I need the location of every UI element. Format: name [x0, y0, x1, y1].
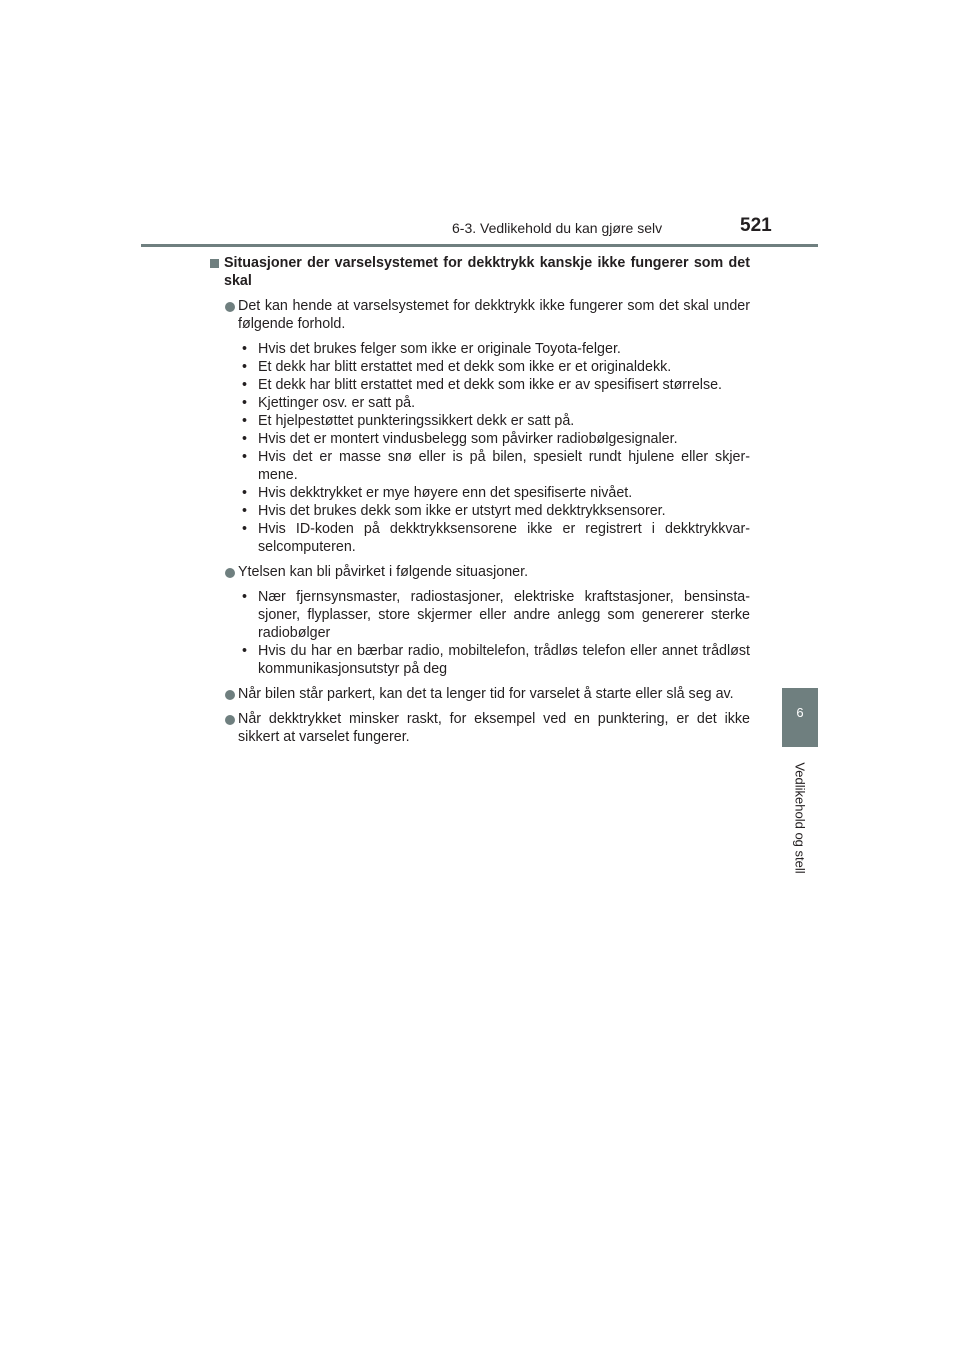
sub-list-item-text: Hvis det brukes felger som ikke er originale Toyota-felger.: [258, 341, 621, 357]
list-item: [210, 685, 750, 703]
sub-list: [210, 340, 750, 556]
chapter-tab: [782, 688, 818, 747]
round-bullet-icon: [225, 715, 235, 725]
sub-list-item-text: Nær fjernsynsmaster, radiostasjoner, elektriske kraftstasjoner, bensinsta-sjoner, flyplasser, store skjermer eller andre anlegg som genererer sterke radiobølger: [258, 589, 750, 641]
sub-list-item-text: Et dekk har blitt erstattet med et dekk som ikke er et originaldekk.: [258, 359, 672, 375]
chapter-label: Vedlikehold og stell: [792, 762, 808, 874]
sub-list-item-text: Hvis det brukes dekk som ikke er utstyrt med dekktrykksensorer.: [258, 503, 666, 519]
bullet-icon: •: [242, 359, 248, 375]
bullet-icon: •: [242, 589, 248, 605]
page-number: 521: [740, 215, 772, 236]
sub-list-item: [210, 448, 750, 484]
item-list: [210, 297, 750, 746]
sub-list-item: [210, 484, 750, 502]
sub-list-item: [210, 412, 750, 430]
list-item-text: Ytelsen kan bli påvirket i følgende situasjoner.: [238, 564, 529, 580]
round-bullet-icon: [225, 302, 235, 312]
sub-list-item: [210, 502, 750, 520]
main-content: [210, 254, 750, 753]
list-item-text: Når dekktrykket minsker raskt, for eksempel ved en punktering, er det ikke sikkert at varselet fungerer.: [238, 711, 750, 745]
sub-list: [210, 588, 750, 678]
section-title: 6-3. Vedlikehold du kan gjøre selv: [452, 220, 663, 236]
bullet-icon: •: [242, 521, 248, 537]
sub-list-item: [210, 358, 750, 376]
section-heading: [210, 254, 750, 290]
sub-list-item: [210, 430, 750, 448]
bullet-icon: •: [242, 341, 248, 357]
bullet-icon: •: [242, 395, 248, 411]
list-item-text: Det kan hende at varselsystemet for dekktrykk ikke fungerer som det skal under følgende forhold.: [238, 298, 750, 332]
sub-list-item: [210, 642, 750, 678]
sub-list-item-text: Hvis dekktrykket er mye høyere enn det spesifiserte nivået.: [258, 485, 633, 501]
list-item: [210, 710, 750, 746]
sub-list-item: [210, 340, 750, 358]
sub-list-item-text: Hvis ID-koden på dekktrykksensorene ikke er registrert i dekktrykkvar-selcomputeren.: [258, 521, 750, 555]
bullet-icon: •: [242, 377, 248, 393]
round-bullet-icon: [225, 690, 235, 700]
list-item-text: Når bilen står parkert, kan det ta lenger tid for varselet å starte eller slå seg av.: [238, 686, 734, 702]
sub-list-item: [210, 394, 750, 412]
sub-list-item: [210, 376, 750, 394]
bullet-icon: •: [242, 413, 248, 429]
list-item: [210, 297, 750, 556]
sub-list-item-text: Hvis du har en bærbar radio, mobiltelefon, trådløs telefon eller annet trådløst kommunikasjonsutstyr på deg: [258, 643, 750, 677]
round-bullet-icon: [225, 568, 235, 578]
sub-list-item: [210, 520, 750, 556]
header-divider: [141, 244, 818, 247]
sub-list-item-text: Et dekk har blitt erstattet med et dekk som ikke er av spesifisert størrelse.: [258, 377, 723, 393]
sub-list-item: [210, 588, 750, 642]
bullet-icon: •: [242, 643, 248, 659]
sub-list-item-text: Et hjelpestøttet punkteringssikkert dekk er satt på.: [258, 413, 575, 429]
square-bullet-icon: [210, 259, 219, 268]
sub-list-item-text: Kjettinger osv. er satt på.: [258, 395, 416, 411]
bullet-icon: •: [242, 485, 248, 501]
bullet-icon: •: [242, 503, 248, 519]
bullet-icon: •: [242, 431, 248, 447]
sub-list-item-text: Hvis det er masse snø eller is på bilen, spesielt rundt hjulene eller skjer-mene.: [258, 449, 750, 483]
chapter-number: 6: [796, 705, 804, 720]
sub-list-item-text: Hvis det er montert vindusbelegg som påvirker radiobølgesignaler.: [258, 431, 678, 447]
list-item: [210, 563, 750, 678]
bullet-icon: •: [242, 449, 248, 465]
section-heading-text: Situasjoner der varselsystemet for dekktrykk kanskje ikke fungerer som det skal: [224, 255, 750, 289]
